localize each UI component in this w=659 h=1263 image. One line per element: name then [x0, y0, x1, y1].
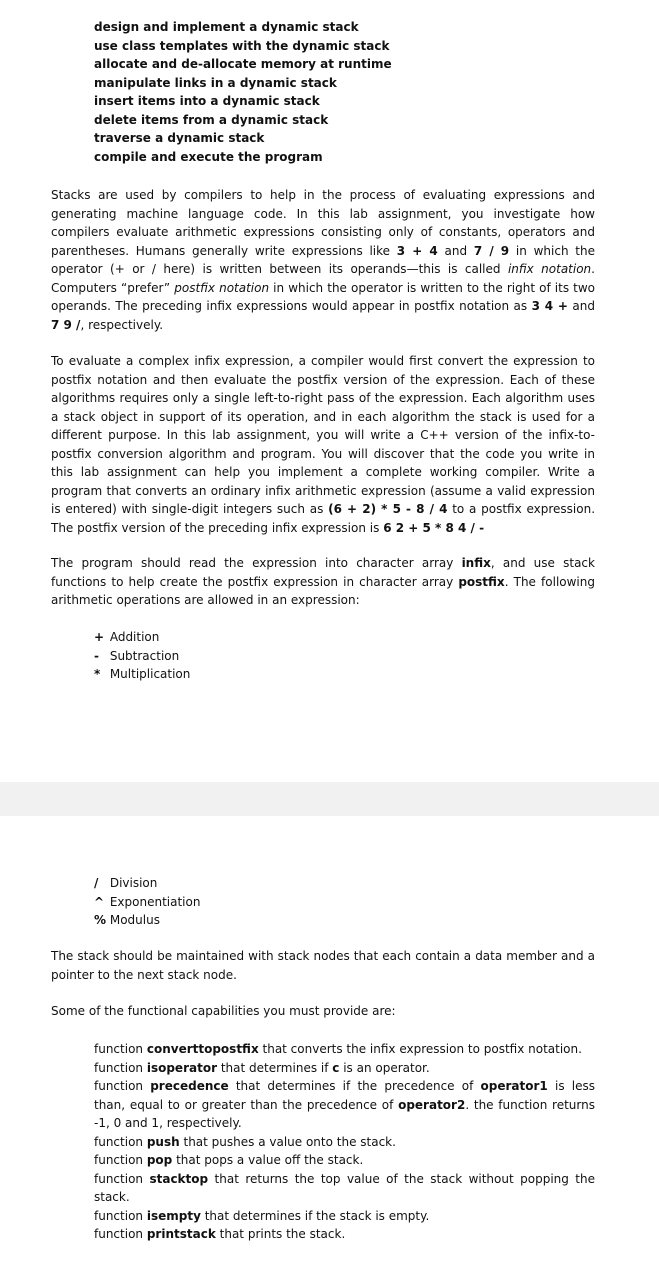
text: Stacks are used by compilers to help in the process of evaluating expressions and generating machine language code. In this lab assignment, you investigate how compilers evaluate arithmetic expressions consisting only of constants, operators and parentheses. Humans generally write expressions like [51, 188, 595, 258]
operator-symbol: / [94, 876, 99, 890]
text: function [94, 1153, 147, 1167]
text: function [94, 1042, 147, 1056]
argument: c [332, 1060, 340, 1075]
objective-item: manipulate links in a dynamic stack [94, 75, 337, 90]
text: function [94, 1060, 147, 1075]
text: that pops a value off the stack. [172, 1153, 364, 1167]
text: . the function returns -1, 0 and 1, respectively. [94, 1097, 595, 1130]
operator-item [94, 665, 190, 684]
operator-item [94, 647, 190, 666]
text: The program should read the expression into character array [51, 556, 462, 570]
argument: operator2 [398, 1097, 466, 1112]
text: function [94, 1171, 150, 1186]
text: is less than, equal to or greater than the precedence of [94, 1079, 595, 1112]
operator-label: Multiplication [109, 667, 191, 681]
function-name: isoperator [146, 1060, 217, 1075]
text: in which the operator (+ or / here) is written between its operands—this is called [51, 243, 595, 276]
operator-item [94, 893, 200, 912]
text: , respectively. [80, 317, 164, 332]
function-name: converttopostfix [146, 1042, 259, 1056]
text: that converts the infix expression to postfix notation. [258, 1042, 582, 1056]
function-name: push [146, 1134, 180, 1149]
objective-item: compile and execute the program [94, 149, 323, 164]
text: that returns the top value of the stack without popping the stack. [94, 1171, 596, 1204]
function-item [94, 1040, 595, 1059]
operator-label: Subtraction [109, 648, 180, 663]
function-name: isempty [146, 1208, 201, 1223]
term: postfix notation [174, 280, 270, 295]
objectives-list [94, 18, 392, 166]
keyword: postfix [458, 574, 505, 589]
function-item [94, 1133, 595, 1152]
expression: (6 + 2) * 5 - 8 / 4 [328, 502, 448, 516]
operator-symbol: + [94, 630, 105, 644]
function-item [94, 1225, 595, 1244]
paragraph-evaluate [51, 352, 595, 537]
expression: 3 4 + [531, 299, 568, 313]
function-name: pop [146, 1153, 173, 1167]
text: in which the operator is written to the right of its two operands. The preceding infix expressions would appear in postfix notation as [51, 280, 596, 313]
text: and [437, 243, 474, 258]
text: To evaluate a complex infix expression, a compiler would first convert the expression to postfix notation and then evaluate the postfix version of the expression. Each of these algorithms requires only a single left-to-right pass of the expression. Each algorithm uses a stack object in support of its operation, and in each algorithm the stack is used for a different purpose. In this lab assignment, you will write a C++ version of the infix-to-postfix conversion algorithm and program. You will discover that the code you write in this lab assignment can help you implement a complete working compiler. Write a program that converts an ordinary infix arithmetic expression (assume a valid expression is entered) with single-digit integers such as [51, 354, 595, 516]
operator-label: Division [109, 876, 158, 890]
function-name: stacktop [149, 1171, 209, 1186]
page-2 [0, 816, 659, 1263]
text: and [567, 299, 596, 313]
operator-symbol: - [94, 648, 99, 663]
objective-item: allocate and de-allocate memory at runtime [94, 57, 392, 71]
function-item [94, 1077, 595, 1133]
expression: 3 + 4 [396, 243, 438, 258]
paragraph-stack-nodes: The stack should be maintained with stack nodes that each contain a data member and a pointer to the next stack node. [51, 949, 595, 982]
objective-item: use class templates with the dynamic stack [94, 38, 390, 53]
text: that determines if the precedence of [228, 1079, 481, 1093]
operator-label: Addition [109, 630, 160, 644]
function-item [94, 1207, 595, 1226]
operator-symbol: ^ [94, 894, 105, 909]
functions-list [94, 1040, 595, 1244]
paragraph-stacks-intro [51, 186, 595, 334]
page-break [0, 782, 659, 816]
objective-item: traverse a dynamic stack [94, 131, 265, 145]
text: that determines if [217, 1060, 333, 1075]
function-name: precedence [150, 1079, 229, 1093]
text: function [94, 1227, 147, 1241]
term: infix notation [507, 262, 592, 276]
operator-item [94, 628, 190, 647]
text: function [94, 1208, 147, 1223]
text: that determines if the stack is empty. [200, 1208, 430, 1223]
text: to a postfix expression. The postfix version of the preceding infix expression is [51, 502, 596, 535]
text: function [94, 1079, 151, 1093]
text: . Computers “prefer” [51, 262, 595, 295]
text: that pushes a value onto the stack. [179, 1134, 396, 1149]
text: that prints the stack. [215, 1227, 346, 1241]
objective-item: design and implement a dynamic stack [94, 20, 359, 34]
expression: 7 / 9 [473, 243, 510, 258]
operator-label: Modulus [109, 913, 160, 927]
operator-item [94, 911, 200, 930]
function-item [94, 1059, 595, 1078]
paragraph-capabilities: Some of the functional capabilities you must provide are: [51, 1004, 396, 1018]
argument: operator1 [480, 1079, 548, 1093]
paragraph-program-reads [51, 554, 595, 610]
function-item [94, 1170, 595, 1207]
operator-label: Exponentiation [109, 894, 201, 909]
expression: 6 2 + 5 * 8 4 / - [383, 520, 485, 535]
objective-item: insert items into a dynamic stack [94, 94, 320, 108]
operator-item [94, 874, 200, 893]
operator-symbol: % [94, 913, 107, 927]
text: function [94, 1134, 147, 1149]
operators-list-2 [94, 874, 200, 930]
objective-item: delete items from a dynamic stack [94, 112, 329, 127]
operator-symbol: * [94, 667, 101, 681]
text: is an operator. [339, 1060, 430, 1075]
function-name: printstack [146, 1227, 216, 1241]
keyword: infix [461, 556, 491, 570]
function-item [94, 1151, 595, 1170]
text: . The following arithmetic operations are allowed in an expression: [51, 574, 595, 607]
text: , and use stack functions to help create the postfix expression in character array [51, 556, 595, 589]
expression: 7 9 / [51, 317, 81, 332]
operators-list-1 [94, 628, 190, 684]
